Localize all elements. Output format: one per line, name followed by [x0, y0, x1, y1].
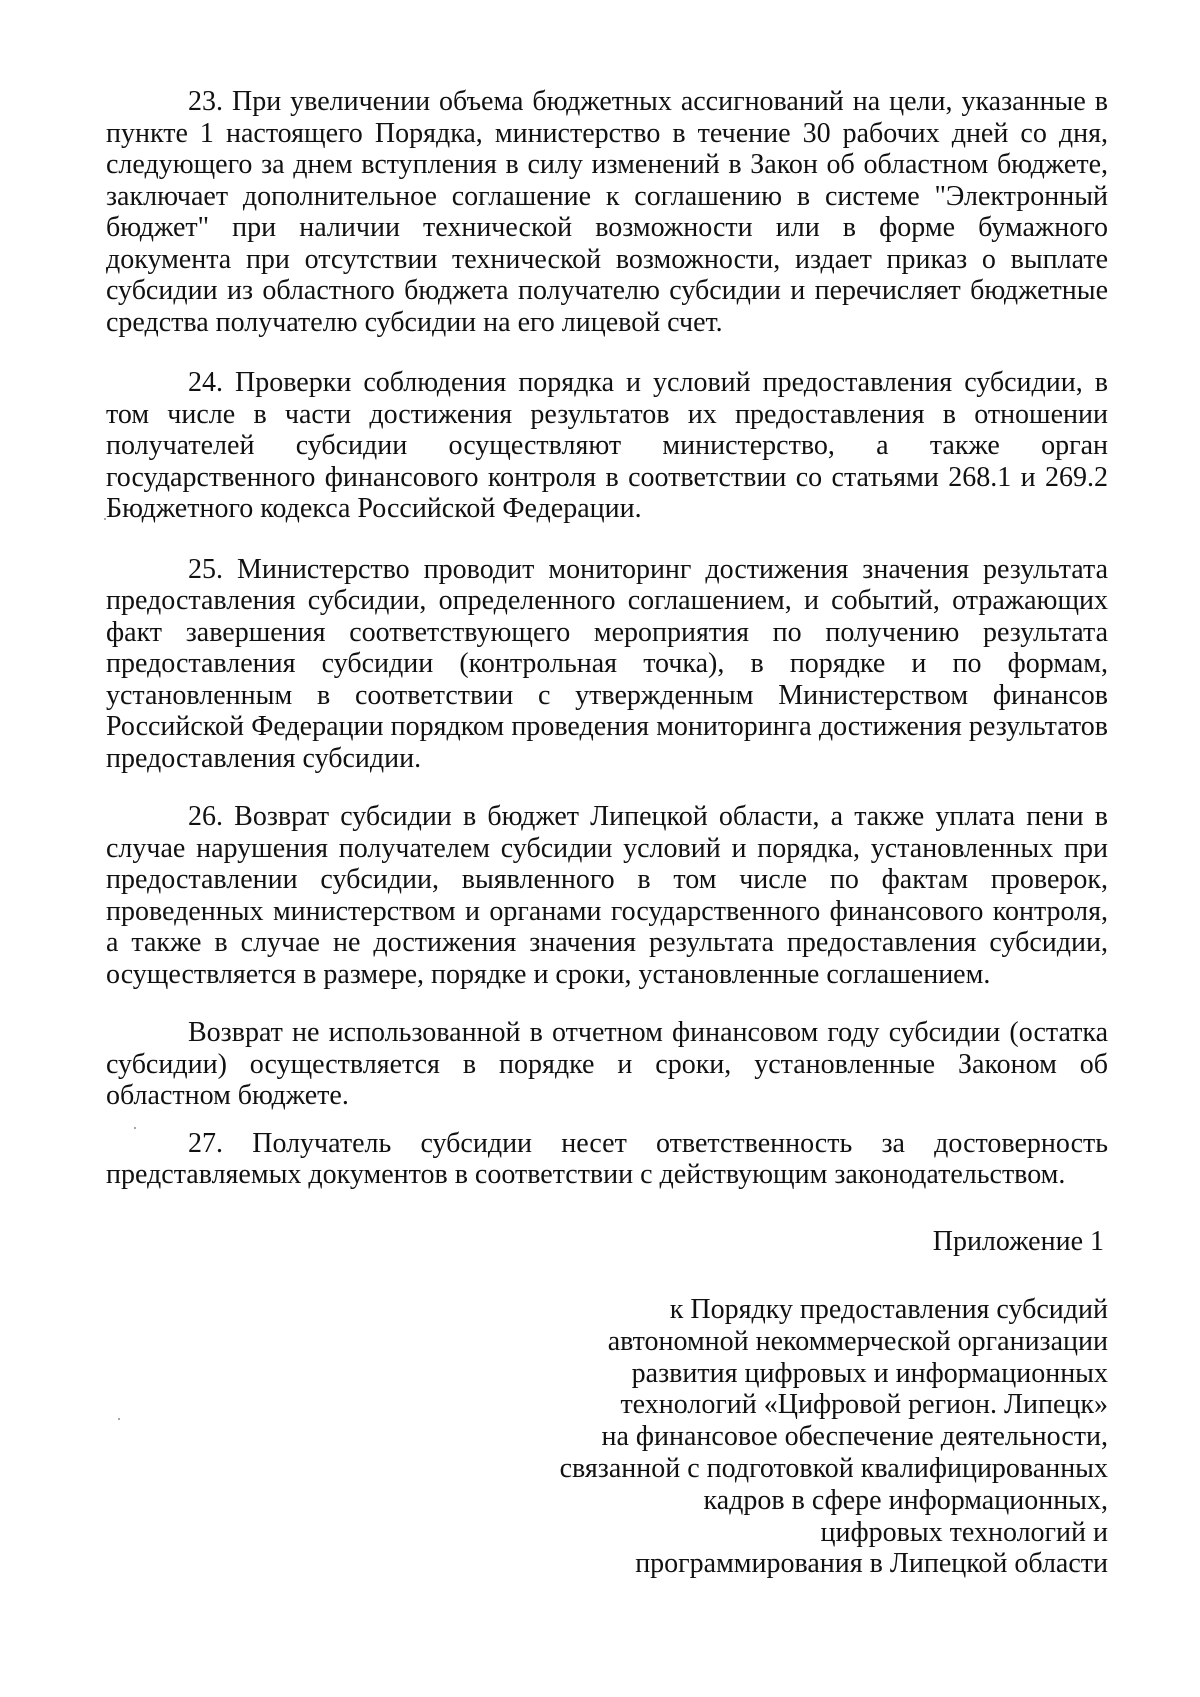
- paragraph-24: 24. Проверки соблюдения порядка и условий предоставления субсидии, в том числе в части достижения результатов их предоставления в отношении получателей субсидии осуществляют министерство, а также орган государственного финансового контроля в соответствии со статьями 268.1 и 269.2 Бюджетного кодекса Российской Федерации.: [106, 367, 1108, 524]
- scan-speck: [118, 1418, 120, 1420]
- appendix-line: связанной с подготовкой квалифицированных: [559, 1452, 1108, 1484]
- paragraph-27: 27. Получатель субсидии несет ответственность за достоверность представляемых документов в соответствии с действующим законодательством.: [106, 1127, 1108, 1190]
- scan-speck: [104, 518, 106, 520]
- scan-speck: [134, 1127, 136, 1129]
- appendix-title: Приложение 1: [932, 1226, 1104, 1257]
- paragraph-25: 25. Министерство проводит мониторинг достижения значения результата предоставления субсидии, определенного соглашением, и событий, отражающих факт завершения соответствующего мероприятия по получению результата предоставления субсидии (контрольная точка), в порядке и по формам, установленным в соответствии с утвержденным Министерством финансов Российской Федерации порядком проведения мониторинга достижения результатов предоставления субсидии.: [106, 553, 1108, 774]
- document-body: [106, 86, 1108, 1191]
- paragraph-26-continuation: Возврат не использованной в отчетном финансовом году субсидии (остатка субсидии) осуществляется в порядке и сроки, установленные Законом об областном бюджете.: [106, 1017, 1108, 1111]
- appendix-line: на финансовое обеспечение деятельности,: [601, 1421, 1108, 1453]
- appendix-line: к Порядку предоставления субсидий: [669, 1294, 1108, 1325]
- appendix-line: развития цифровых и информационных: [631, 1357, 1108, 1389]
- appendix-line: автономной некоммерческой организации: [607, 1325, 1108, 1357]
- appendix-line: кадров в сфере информационных,: [703, 1484, 1108, 1516]
- paragraph-23: 23. При увеличении объема бюджетных ассигнований на цели, указанные в пункте 1 настоящего Порядка, министерство в течение 30 рабочих дней со дня, следующего за днем вступления в силу изменений в Закон об областном бюджете, заключает дополнительное соглашение к соглашению в системе "Электронный бюджет" при наличии технической возможности или в форме бумажного документа при отсутствии технической возможности, издает приказ о выплате субсидии из областного бюджета получателю субсидии и перечисляет бюджетные средства получателю субсидии на его лицевой счет.: [106, 86, 1108, 338]
- appendix-line: программирования в Липецкой области: [635, 1548, 1108, 1580]
- appendix-line: цифровых технологий и: [820, 1516, 1108, 1548]
- appendix-line: технологий «Цифровой регион. Липецк»: [620, 1389, 1108, 1421]
- paragraph-26: 26. Возврат субсидии в бюджет Липецкой области, а также уплата пени в случае нарушения получателем субсидии условий и порядка, установленных при предоставлении субсидии, выявленного в том числе по фактам проверок, проведенных министерством и органами государственного финансового контроля, а также в случае не достижения значения результата предоставления субсидии, осуществляется в размере, порядке и сроки, установленные соглашением.: [106, 801, 1108, 990]
- appendix-header: [560, 1294, 1108, 1580]
